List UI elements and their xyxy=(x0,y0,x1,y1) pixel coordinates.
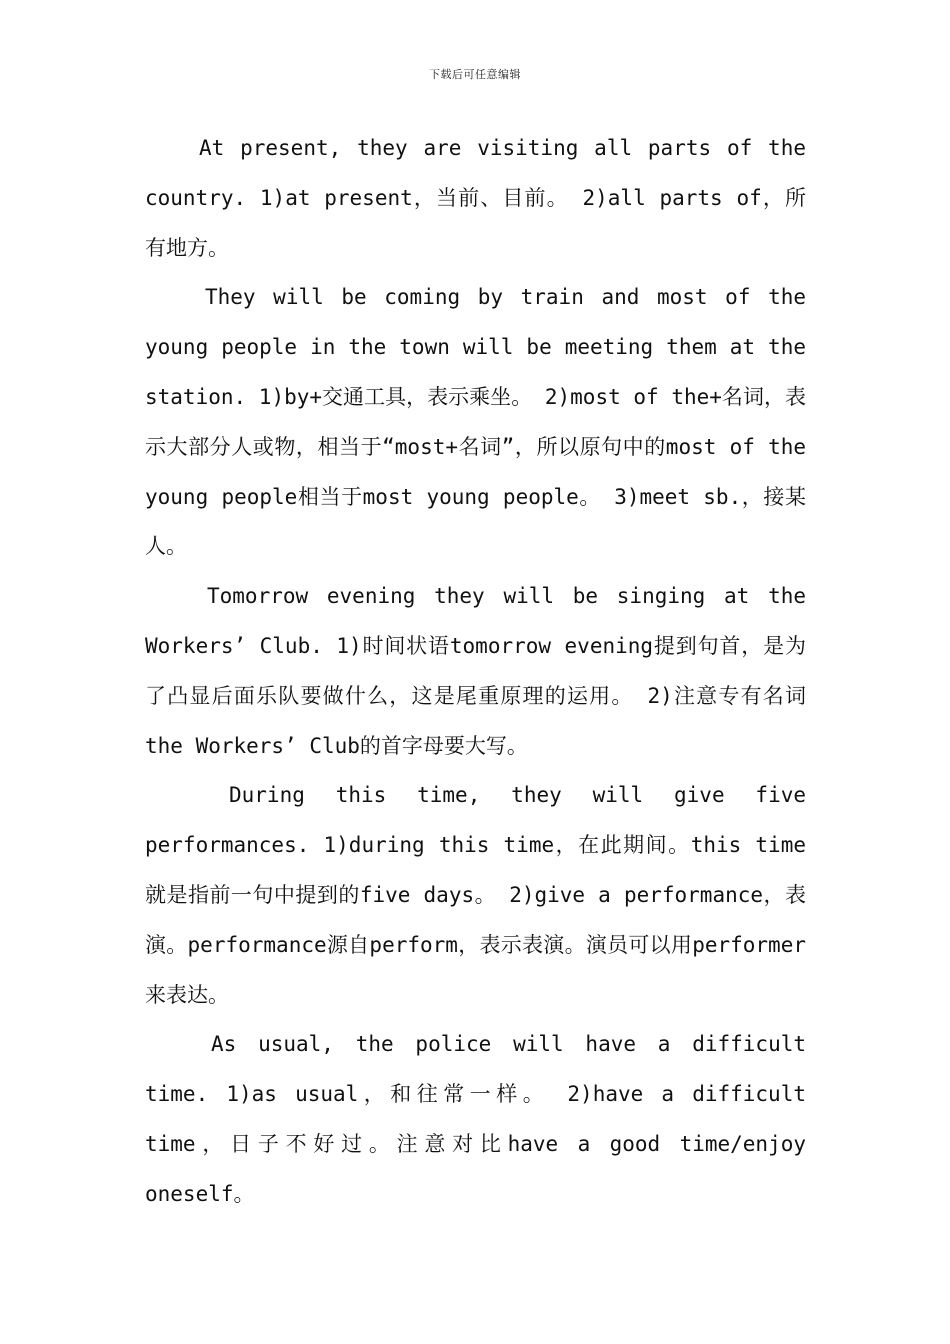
paragraph-coming-by-train: They will be coming by train and most of the young people in the town will be meeting them at the station. 1)by+交通工具，表示乘坐。 2)most of the+名词，表示大部分人或物，相当于“most+名词”，所以原句中的most of the young people相当于most young people。 3)meet sb.，接某人。 xyxy=(145,285,806,559)
paragraph-during-this-time: During this time, they will give five performances. 1)during this time，在此期间。this time就是指前一句中提到的five days。 2)give a performance，表演。performance源自perform，表示表演。演员可以用performer来表达。 xyxy=(145,783,806,1007)
paragraph-tomorrow-evening: Tomorrow evening they will be singing at the Workers’ Club. 1)时间状语tomorrow evening提到句首，是为了凸显后面乐队要做什么，这是尾重原理的运用。 2)注意专有名词the Workers’ Club的首字母要大写。 xyxy=(145,584,806,758)
paragraph-as-usual: As usual, the police will have a difficult time. 1)as usual，和往常一样。 2)have a difficult time，日子不好过。注意对比have a good time/enjoy oneself。 xyxy=(145,1032,806,1206)
document-body xyxy=(145,124,806,1220)
page-header: 下载后可任意编辑 xyxy=(429,68,521,81)
paragraph-at-present: At present, they are visiting all parts of the country. 1)at present，当前、目前。 2)all parts of，所有地方。 xyxy=(145,136,806,260)
